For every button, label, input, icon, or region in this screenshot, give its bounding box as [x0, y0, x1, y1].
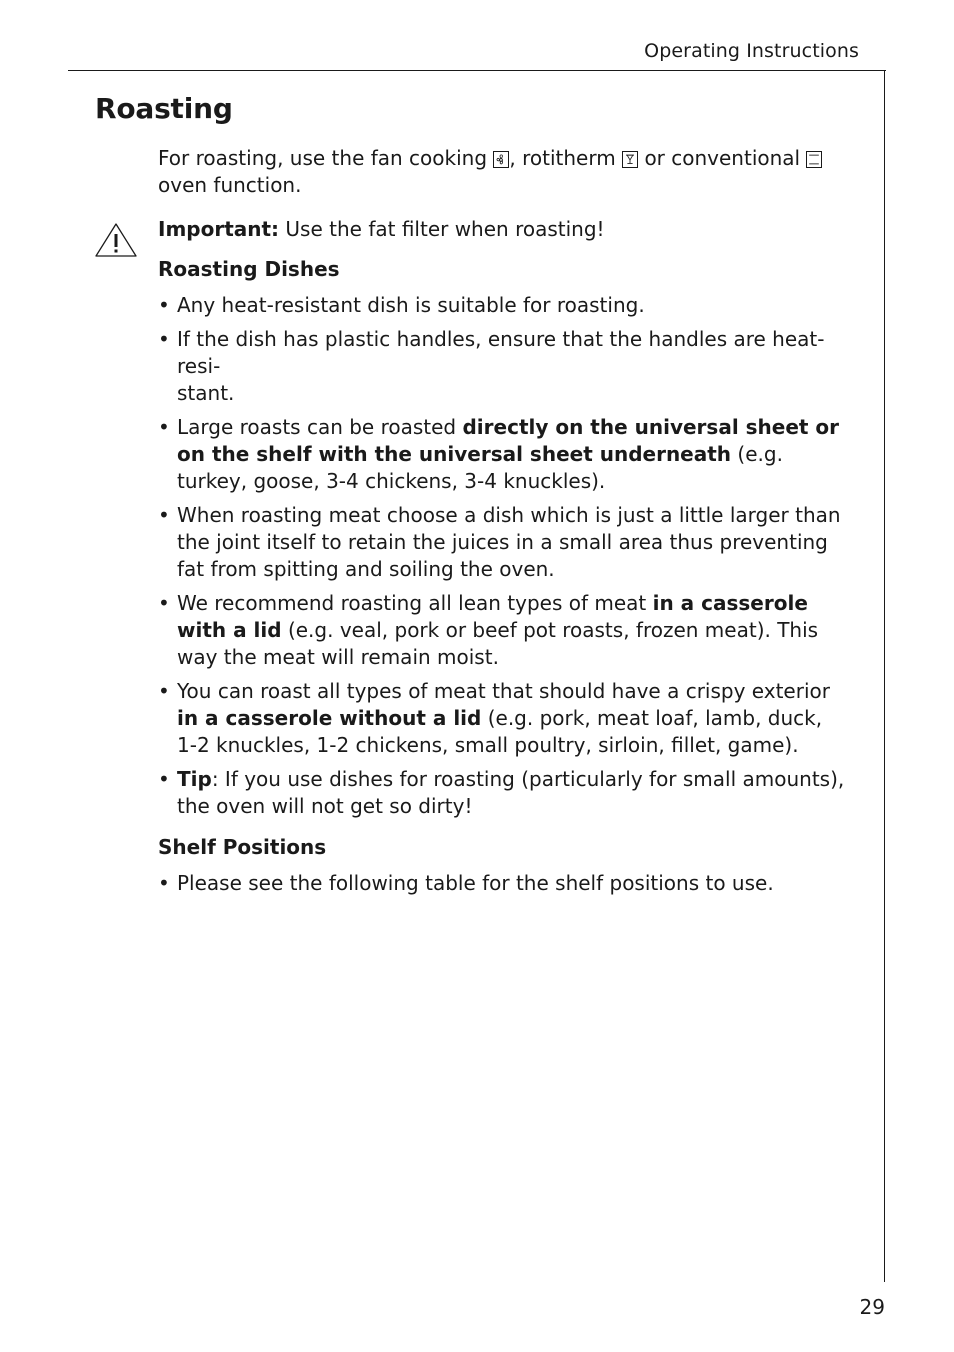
- intro-text-1: For roasting, use the fan cooking: [158, 146, 488, 170]
- side-rule: [884, 70, 885, 1282]
- content: [158, 145, 854, 911]
- list-item: [158, 870, 854, 897]
- shelf-positions-heading: Shelf Positions: [158, 835, 327, 859]
- intro-text-2: , rotitherm: [509, 146, 616, 170]
- list-item-emphasis: Tip: [177, 767, 212, 791]
- fan-cooking-icon: [493, 151, 509, 168]
- list-item-text: Any heat-resistant dish is suitable for roasting.: [177, 293, 645, 317]
- list-item: • If the dish has plastic handles, ensure that the handles are heat-resi- stant.: [158, 326, 854, 407]
- roasting-dishes-list: [158, 292, 854, 820]
- list-item: [158, 590, 854, 671]
- conventional-oven-icon: [806, 151, 822, 168]
- roasting-dishes-heading: Roasting Dishes: [158, 257, 340, 281]
- running-header: Operating Instructions: [644, 40, 859, 62]
- page-number: 29: [859, 1295, 885, 1319]
- list-item-text: We recommend roasting all lean types of meat: [177, 591, 653, 615]
- important-label: Important:: [158, 217, 280, 241]
- list-item-text: When roasting meat choose a dish which is just a little larger than the joint itself to retain the juices in a small area thus preventing fat from spitting and soiling the oven.: [177, 503, 841, 581]
- list-item: [158, 766, 854, 820]
- intro-text-3: or conventional: [644, 146, 801, 170]
- intro-text-4: oven function.: [158, 173, 302, 197]
- list-item-text: Please see the following table for the shelf positions to use.: [177, 871, 774, 895]
- intro-paragraph: [158, 145, 854, 199]
- section-title: Roasting: [95, 92, 233, 125]
- shelf-positions-list: [158, 870, 854, 897]
- list-item: • You can roast all types of meat that should have a crispy exterior in a casserole without a lid (e.g. pork, meat loaf, lamb, duck, 1-2 knuckles, 1-2 chickens, small poultry, sirloin, fillet, game).: [158, 678, 854, 759]
- important-text: Use the fat filter when roasting!: [279, 217, 605, 241]
- list-item-text: : If you use dishes for roasting (particularly for small amounts), the oven will not get so dirty!: [177, 767, 845, 818]
- list-item: [158, 502, 854, 583]
- list-item-text: (e.g. turkey, goose, 3-4 chickens, 3-4 knuckles).: [177, 442, 783, 493]
- list-item-emphasis: directly on the universal sheet or on the shelf with the universal sheet underneath: [177, 415, 840, 466]
- list-item: [158, 414, 854, 495]
- header-rule: [68, 70, 886, 71]
- list-item-text: (e.g. veal, pork or beef pot roasts, frozen meat). This way the meat will remain moist.: [177, 618, 819, 669]
- list-item-emphasis: in a casserole with a lid: [177, 591, 808, 642]
- warning-triangle-icon: [94, 222, 138, 258]
- list-item-text: Large roasts can be roasted: [177, 415, 463, 439]
- list-item: [158, 292, 854, 319]
- rotitherm-icon: [622, 151, 638, 168]
- important-note: [158, 216, 854, 243]
